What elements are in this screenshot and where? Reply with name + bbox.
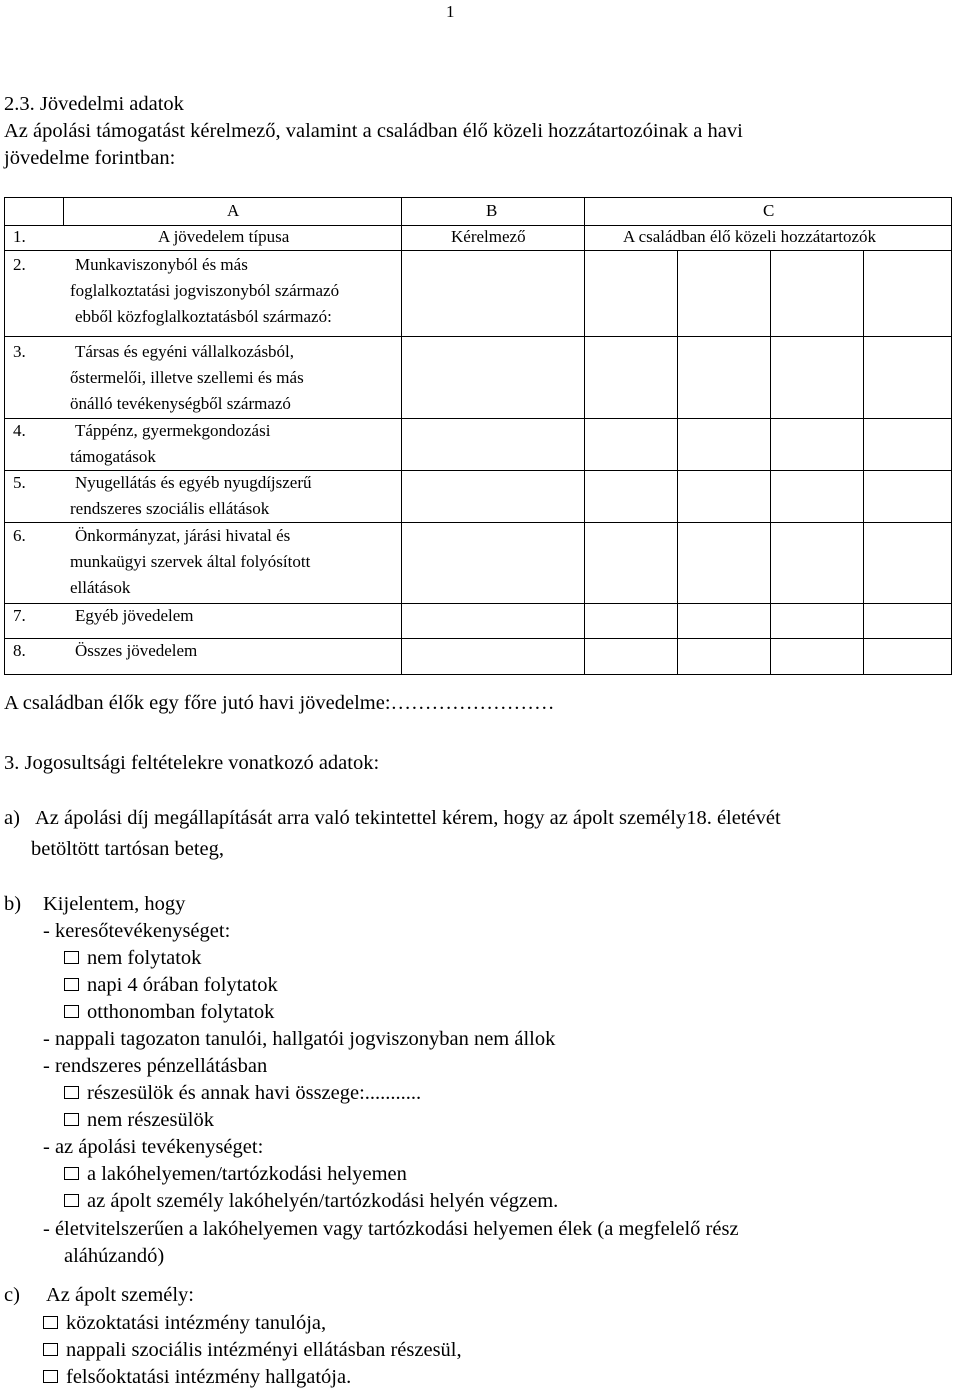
row-label: támogatások [70,447,156,466]
row-label: Összes jövedelem [75,641,198,660]
residence-line-2: aláhúzandó) [64,1245,165,1267]
row-num: 1. [13,227,26,246]
section-heading: 2.3. Jövedelmi adatok [4,93,184,115]
care-option-1[interactable]: a lakóhelyemen/tartózkodási helyemen [64,1161,407,1188]
checkbox-icon[interactable] [64,978,79,991]
item-c-title: Az ápolt személy: [46,1284,195,1306]
row-label: Társas és egyéni vállalkozásból, [75,342,295,361]
job-option-3[interactable]: otthonomban folytatok [64,999,274,1026]
row-num: 7. [13,606,26,625]
row-label: munkaügyi szervek által folyósított [70,552,311,571]
item-a-label: a) [4,807,20,829]
checkbox-icon[interactable] [64,1194,79,1207]
row-num: 4. [13,421,26,440]
row-label: rendszeres szociális ellátások [70,499,270,518]
row-num: 5. [13,473,26,492]
row-label: foglalkoztatási jogviszonyból származó [70,281,340,300]
item-a-line-2: betöltött tartósan beteg, [31,838,224,860]
item-b-title: Kijelentem, hogy [43,893,186,915]
patient-option-3[interactable]: felsőoktatási intézmény hallgatója. [43,1364,351,1391]
item-b-label: b) [4,893,22,915]
row-label: Táppénz, gyermekgondozási [75,421,271,440]
item-a-line-1: Az ápolási díj megállapítását arra való tekintettel kérem, hogy az ápolt személy18. életévét [35,807,781,829]
patient-option-1[interactable]: közoktatási intézmény tanulója, [43,1310,326,1337]
income-table [4,197,952,675]
row-label: önálló tevékenységből származó [70,394,291,413]
header-income-type: A jövedelem típusa [158,227,290,246]
job-option-1[interactable]: nem folytatok [64,945,201,972]
checkbox-icon[interactable] [64,951,79,964]
row-label: ellátások [70,578,131,597]
row-label: Önkormányzat, járási hivatal és [75,526,291,545]
header-relatives: A családban élő közeli hozzátartozók [623,227,876,246]
header-applicant: Kérelmező [451,227,526,246]
row-num: 3. [13,342,26,361]
patient-option-2[interactable]: nappali szociális intézményi ellátásban részesül, [43,1337,462,1364]
job-search-label: - keresőtevékenységet: [43,920,231,942]
residence-line-1: - életvitelszerűen a lakóhelyemen vagy tartózkodási helyemen élek (a megfelelő rész [43,1218,739,1240]
col-letter-b: B [486,201,498,220]
job-option-2[interactable]: napi 4 órában folytatok [64,972,278,999]
checkbox-icon[interactable] [43,1343,58,1356]
benefit-option-2[interactable]: nem részesülök [64,1107,214,1134]
checkbox-icon[interactable] [64,1086,79,1099]
row-label: Munkaviszonyból és más [75,255,248,274]
page-number: 1 [446,2,455,21]
row-label: Nyugellátás és egyéb nyugdíjszerű [75,473,312,492]
row-num: 2. [13,255,26,274]
item-c-label: c) [4,1284,20,1306]
checkbox-icon[interactable] [64,1005,79,1018]
benefit-option-1[interactable]: részesülök és annak havi összege:........... [64,1080,421,1107]
row-label: ebből közfoglalkoztatásból származó: [75,307,332,326]
checkbox-icon[interactable] [64,1167,79,1180]
row-label: őstermelői, illetve szellemi és más [70,368,304,387]
checkbox-icon[interactable] [43,1316,58,1329]
student-statement: - nappali tagozaton tanulói, hallgatói jogviszonyban nem állok [43,1028,556,1050]
intro-line-2: jövedelme forintban: [4,147,176,169]
care-label: - az ápolási tevékenységet: [43,1136,264,1158]
section3-heading: 3. Jogosultsági feltételekre vonatkozó adatok: [4,752,380,774]
col-letter-c: C [763,201,775,220]
intro-line-1: Az ápolási támogatást kérelmező, valamint a családban élő közeli hozzátartozóinak a havi [4,120,743,142]
care-option-2[interactable]: az ápolt személy lakóhelyén/tartózkodási helyén végzem. [64,1188,558,1215]
benefit-label: - rendszeres pénzellátásban [43,1055,268,1077]
checkbox-icon[interactable] [64,1113,79,1126]
row-num: 8. [13,641,26,660]
row-num: 6. [13,526,26,545]
checkbox-icon[interactable] [43,1370,58,1383]
col-letter-a: A [227,201,240,220]
per-capita-income: A családban élők egy főre jutó havi jövedelme:…………………… [4,692,555,714]
row-label: Egyéb jövedelem [75,606,194,625]
